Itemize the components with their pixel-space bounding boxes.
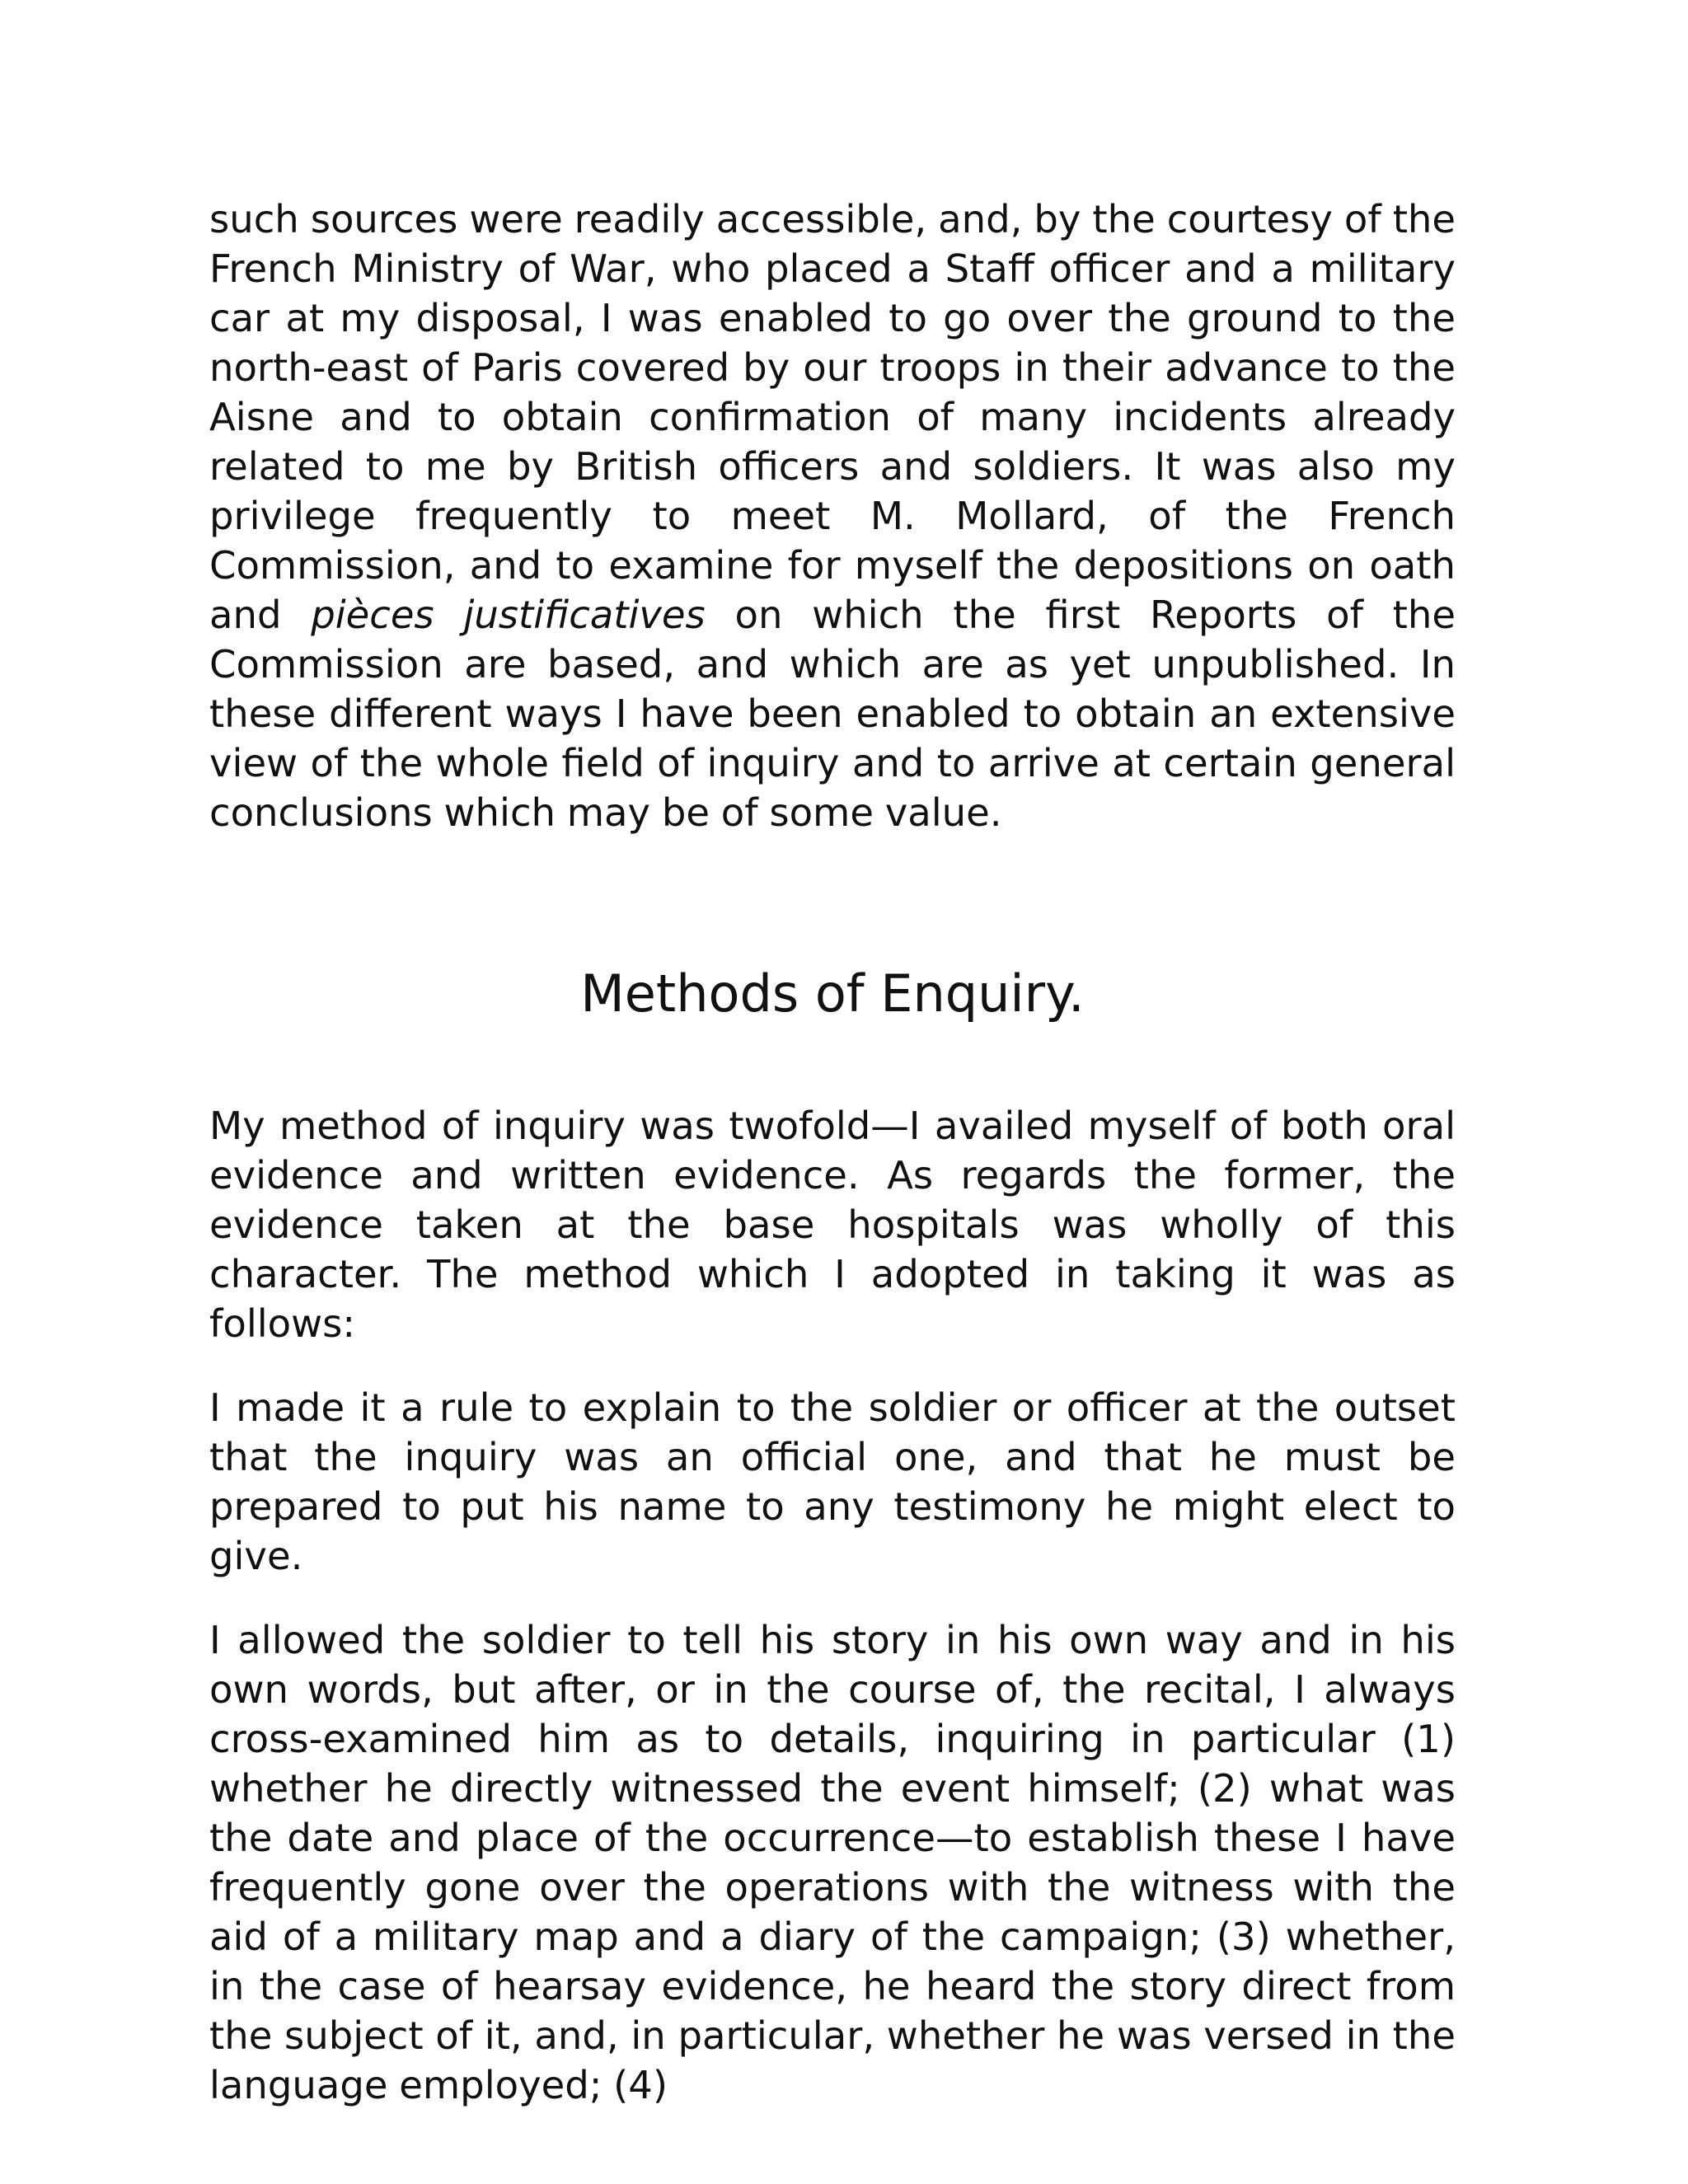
paragraph-method: My method of inquiry was twofold—I availed myself of both oral evidence and written evidence. As regards the former, the evidence taken at the base hospitals was wholly of this character. The method which I adopted in taking it was as follows: xyxy=(209,1104,1456,1346)
section-heading: Methods of Enquiry. xyxy=(580,963,1085,1024)
paragraph-intro xyxy=(209,194,1456,837)
document-page xyxy=(209,194,1456,2110)
paragraph-rule: I made it a rule to explain to the soldier or officer at the outset that the inquiry was an official one, and that he must be prepared to put his name to any testimony he might elect to give. xyxy=(209,1385,1456,1578)
paragraph-intro-text-1: such sources were readily accessible, and, by the courtesy of the French Ministry of War, who placed a Staff officer and a military car at my disposal, I was enabled to go over the ground to the north-east of Paris covered by our troops in their advance to the Aisne and to obtain confirmation of many incidents already related to me by British officers and soldiers. It was also my privilege frequently to meet M. Mollard, of the French Commission, and to examine for myself the depositions on oath and xyxy=(209,197,1456,637)
paragraph-intro-text-2: on which the first Reports of the Commission are based, and which are as yet unpublished. In these different ways I have been enabled to obtain an extensive view of the whole field of inquiry and to arrive at certain general conclusions which may be of some value. xyxy=(209,593,1456,835)
paragraph-cross-examination: I allowed the soldier to tell his story in his own way and in his own words, but after, or in the course of, the recital, I always cross-examined him as to details, inquiring in particular (1) whether he directly witnessed the event himself; (2) what was the date and place of the occurrence—to establish these I have frequently gone over the operations with the witness with the aid of a military map and a diary of the campaign; (3) whether, in the case of hearsay evidence, he heard the story direct from the subject of it, and, in particular, whether he was versed in the language employed; (4) xyxy=(209,1618,1456,2107)
italic-phrase: pièces justificatives xyxy=(311,593,706,637)
